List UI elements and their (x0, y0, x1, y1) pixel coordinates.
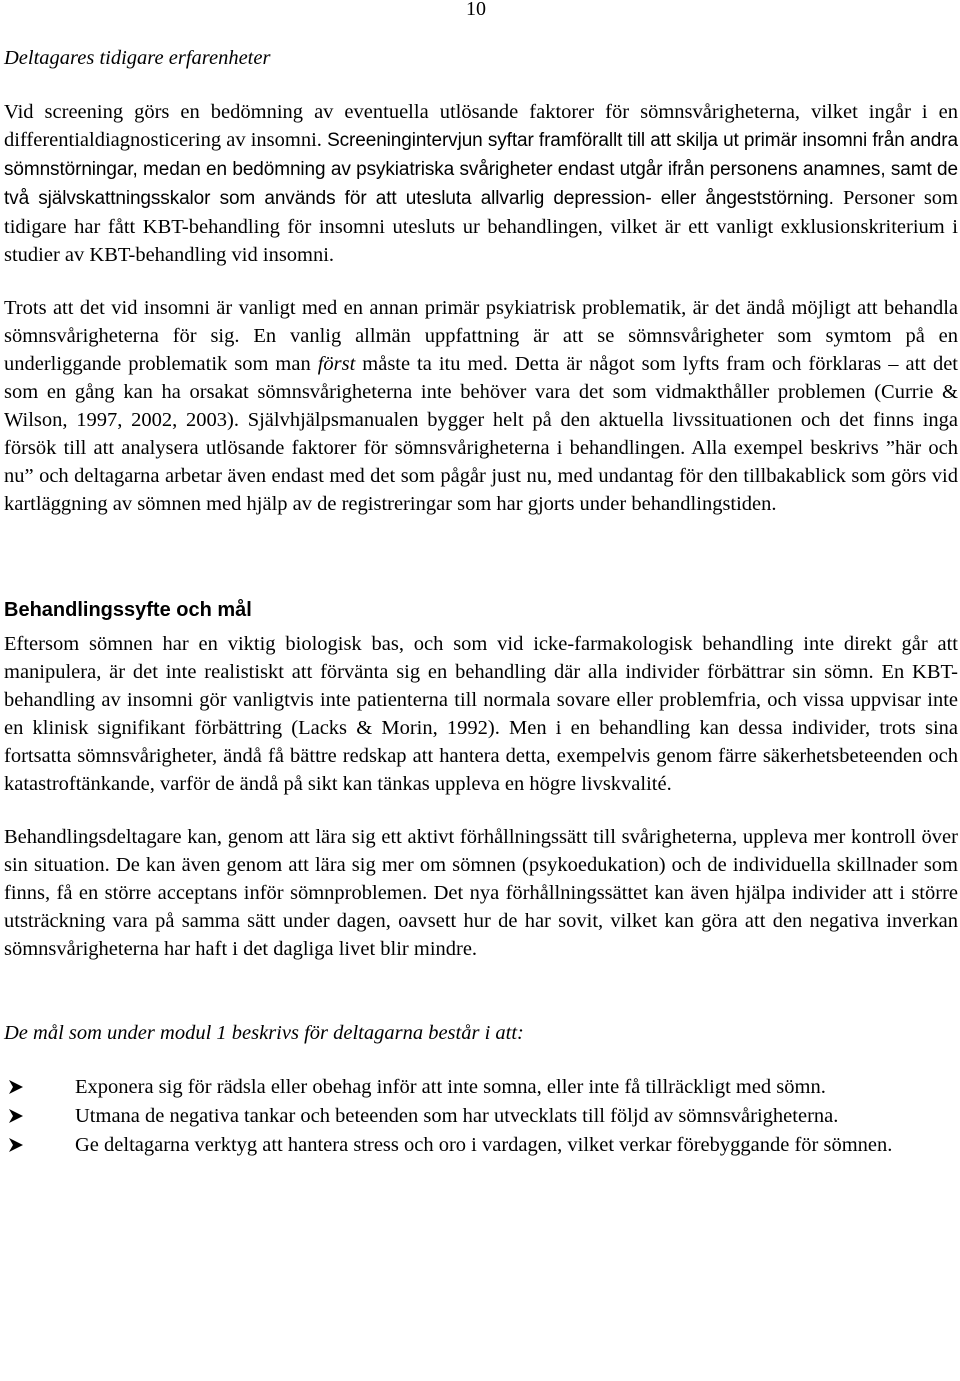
page-number: 10 (466, 0, 486, 20)
arrowhead-bullet-icon (8, 1079, 24, 1095)
paragraph-screening-part3: Personer som tidigare har fått KBT-behandling för insomni utesluts ur behandlingen, vilket är ett vanligt exklusionskriterium i studier av KBT-behandling vid insomni. (4, 187, 958, 266)
emphasis-forst: först (317, 353, 356, 375)
list-item (4, 1131, 958, 1159)
section-heading-behandlingssyfte: Behandlingssyfte och mål (4, 599, 252, 621)
paragraph-behandlingsdeltagare: Behandlingsdeltagare kan, genom att lära sig ett aktivt förhållningssätt till svårigheterna, uppleva mer kontroll över sin situation. De kan även genom att lära sig mer om sömnen (psykoedukation) och de individuella skillnader som finns, få en större acceptans inför sömnproblemen. Det nya förhållningssättet kan även hjälpa individer att i större utsträckning vara på samma sätt under dagen, oavsett hur de har sovit, vilket kan göra att den negativa inverkan sömnsvårigheterna har haft i det dagliga livet blir mindre. (4, 826, 958, 960)
paragraph-screening-part1: Vid screening görs en bedömning av eventuella utlösande faktorer för sömnsvårigheterna, vilket ingår i en differentialdiagnosticering av insomni. (4, 101, 958, 151)
arrowhead-bullet-icon (8, 1137, 24, 1153)
section-heading-modul-1-mal: De mål som under modul 1 beskrivs för deltagarna består i att: (4, 1022, 524, 1044)
paragraph-psykiatrisk-part2: måste ta itu med. Detta är något som lyfts fram och förklaras – att det som en gång kan ha orsakat sömnsvårigheterna inte behöver vara det som vidmakthåller problemen (Currie & Wilson, 1997, 2002, 2003). Självhjälpsmanualen bygger helt på den aktuella livssituationen och det finns inga försök till att analysera utlösande faktorer för sömnsvårigheterna i behandlingen. Alla exempel beskrivs ”här och nu” och deltagarna arbetar även endast med det som pågår just nu, med undantag för den tillbakablick som görs vid kartläggning av sömnen med hjälp av de registreringar som har gjorts under behandlingstiden. (4, 353, 958, 515)
list-item-text: Exponera sig för rädsla eller obehag inför att inte somna, eller inte få tillräckligt med sömn. (75, 1076, 826, 1098)
list-item-text: Ge deltagarna verktyg att hantera stress och oro i vardagen, vilket verkar förebyggande för sömnen. (75, 1134, 893, 1156)
goals-list (4, 1073, 958, 1159)
arrowhead-bullet-icon (8, 1108, 24, 1124)
paragraph-psykiatrisk-part1: Trots att det vid insomni är vanligt med en annan primär psykiatrisk problematik, är det ändå möjligt att behandla sömnsvårigheterna för sig. En vanlig allmän uppfattning är att se sömnsvårigheter som symtom på en underliggande problematik som man (4, 297, 958, 375)
list-item (4, 1102, 958, 1130)
paragraph-biologisk-bas: Eftersom sömnen har en viktig biologisk bas, och som vid icke-farmakologisk behandling inte direkt går att manipulera, är det inte realistiskt att förvänta sig en behandling där alla individer förbättrar sin sömn. En KBT-behandling av insomni gör vanligtvis inte patienterna till normala sovare eller problemfria, och vissa uppvisar inte en klinisk signifikant förbättring (Lacks & Morin, 1992). Men i en behandling kan dessa individer, trots sina fortsatta sömnsvårigheter, ändå få bättre redskap att hantera detta, exempelvis genom färre säkerhetsbeteenden och katastroftänkande, varför de ändå på sikt kan tänkas uppleva en högre livskvalité. (4, 633, 958, 795)
paragraph-screening-part2: Screeningintervjun syftar framförallt till att skilja ut primär insomni från andra sömnstörningar, medan en bedömning av psykiatriska svårigheter endast utgår ifrån personens anamnes, samt de två självskattningsskalor som används för att utesluta allvarlig depression- eller ångeststörning. (4, 130, 958, 209)
list-item-text: Utmana de negativa tankar och beteenden som har utvecklats till följd av sömnsvårigheterna. (75, 1105, 839, 1127)
section-heading-deltagares-erfarenheter: Deltagares tidigare erfarenheter (4, 47, 271, 69)
document-page (4, 44, 958, 1160)
paragraph-screening (4, 98, 958, 269)
paragraph-psykiatrisk-problematik (4, 294, 958, 518)
list-item (4, 1073, 958, 1101)
